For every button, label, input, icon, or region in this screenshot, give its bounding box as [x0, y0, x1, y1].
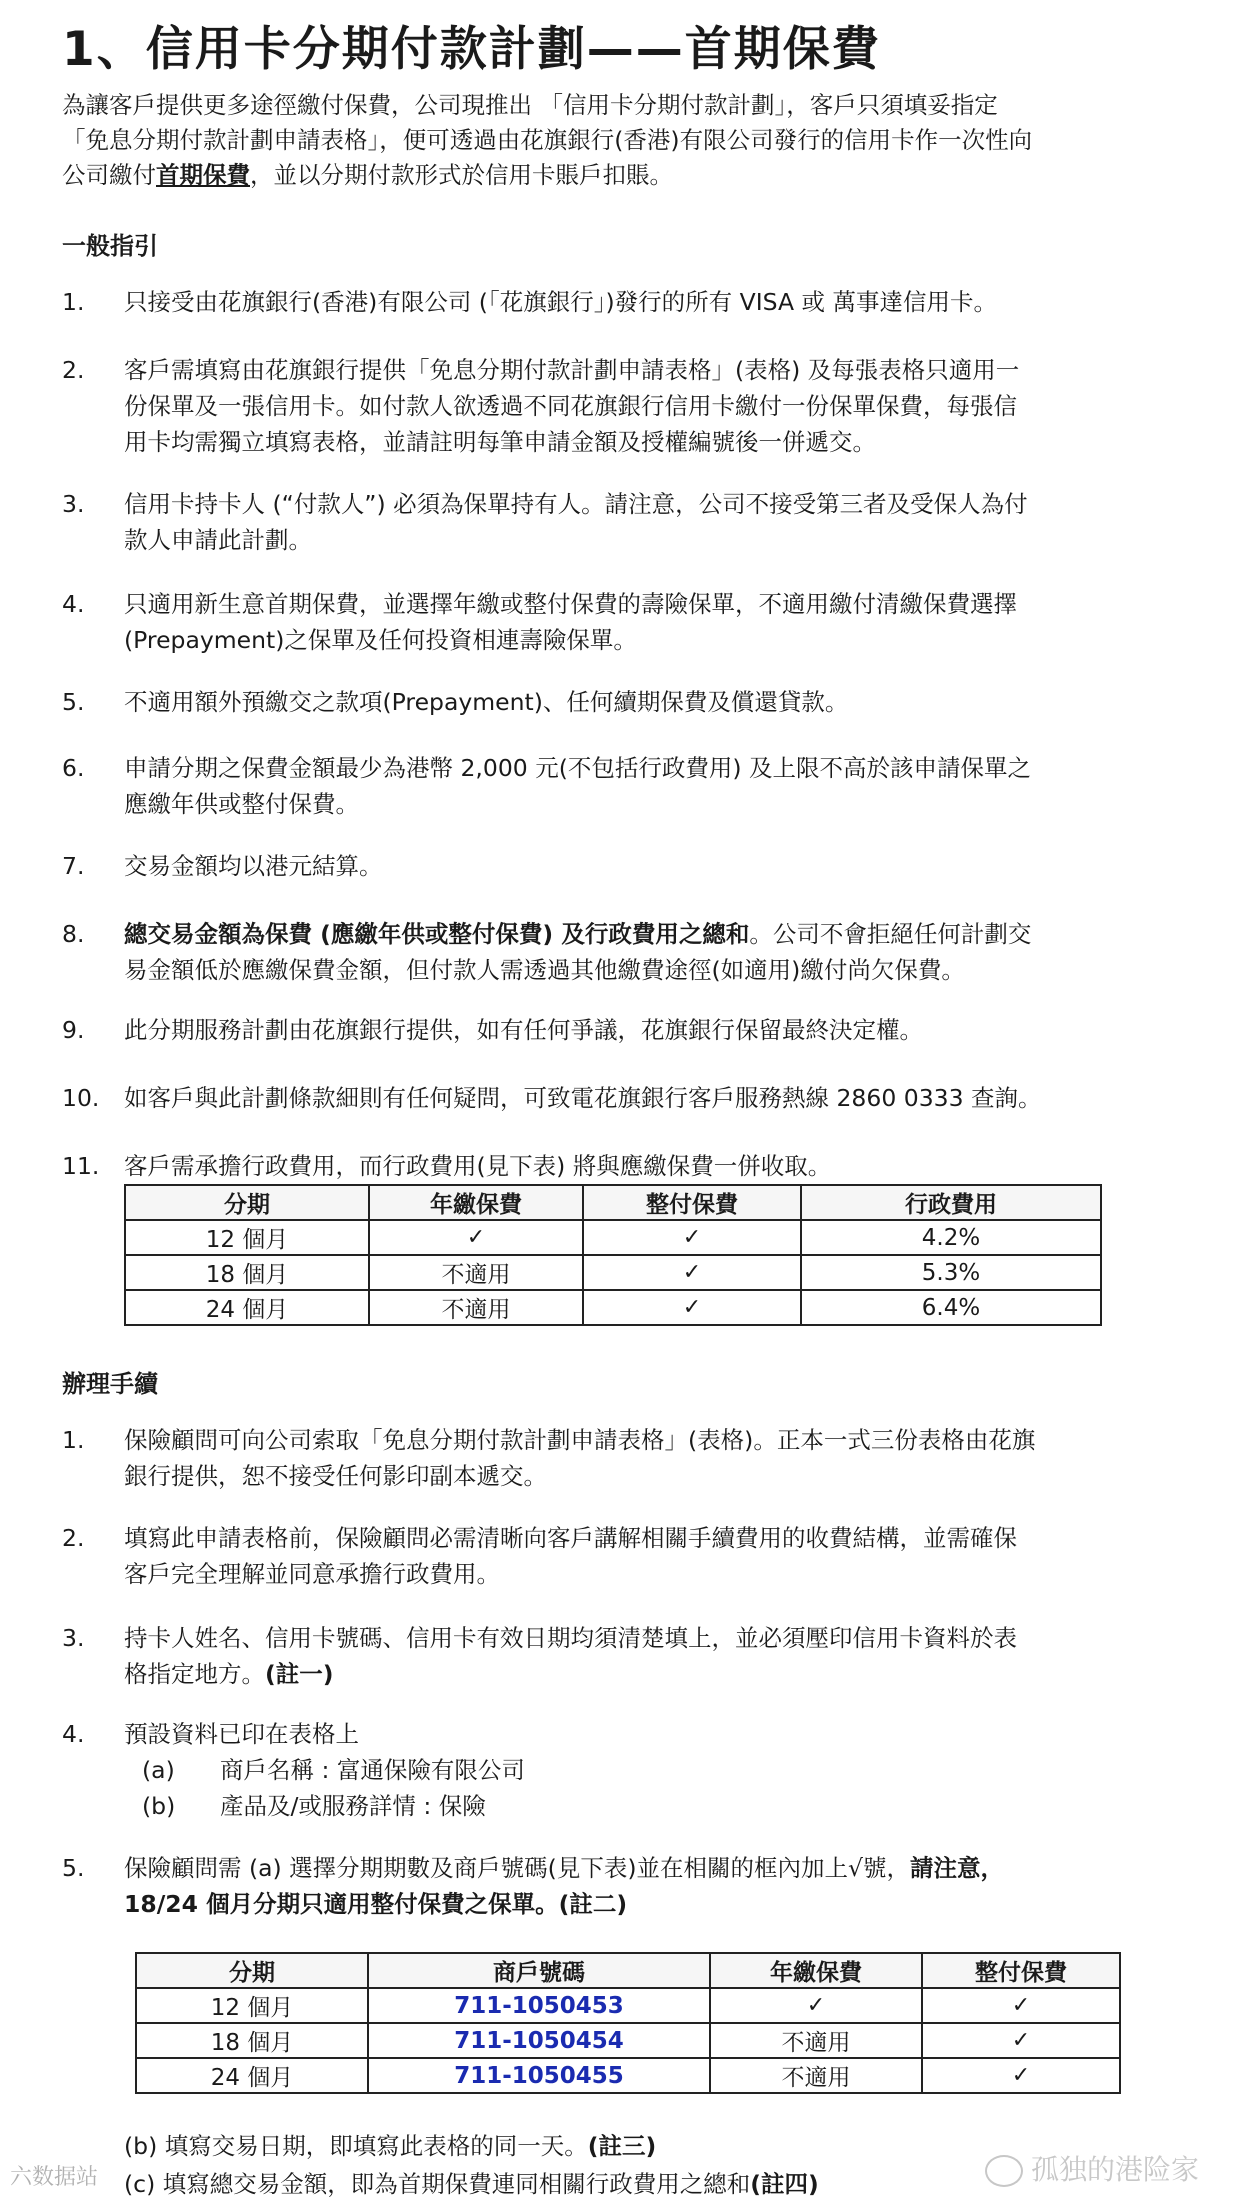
first-premium-underline: 首期保費 [156, 161, 250, 189]
guideline-item-9 [62, 1012, 1192, 1048]
table-row [136, 2023, 1120, 2058]
guideline-item-6 [62, 750, 1192, 822]
check-mark: ✓ [922, 2058, 1120, 2093]
item-line [124, 1850, 1192, 1886]
intro-paragraph [62, 88, 1192, 193]
item-text: (c) 填寫總交易金額，即為首期保費連同相關行政費用之總和 [124, 2170, 751, 2198]
item-line: 交易金額均以港元結算。 [124, 852, 383, 880]
table-row [125, 1220, 1101, 1255]
check-mark: ✓ [583, 1220, 801, 1255]
item-line: 不適用額外預繳交之款項(Prepayment)、任何續期保費及償還貸款。 [124, 688, 849, 716]
table-cell: 18 個月 [125, 1255, 369, 1290]
check-mark: ✓ [369, 1220, 583, 1255]
item-number: 4. [62, 1720, 85, 1748]
check-mark: ✓ [922, 1988, 1120, 2023]
item-number: 5. [62, 1854, 85, 1882]
check-mark: ✓ [583, 1290, 801, 1325]
item-number: 4. [62, 590, 85, 618]
sub-label: (b) [142, 1792, 176, 1820]
table-cell: 24 個月 [125, 1290, 369, 1325]
item-line: 保險顧問可向公司索取「免息分期付款計劃申請表格」(表格)。正本一式三份表格由花旗 [124, 1426, 1036, 1454]
note-3-ref: (註三) [587, 2132, 657, 2160]
item-number: 1. [62, 1426, 85, 1454]
item-line: 如客戶與此計劃條款細則有任何疑問，可致電花旗銀行客戶服務熱線 2860 0333 查詢。 [124, 1084, 1042, 1112]
sub-label: (a) [142, 1756, 175, 1784]
check-mark: ✓ [922, 2023, 1120, 2058]
procedure-item-5 [62, 1850, 1192, 1922]
item-line: 持卡人姓名、信用卡號碼、信用卡有效日期均須清楚填上，並必須壓印信用卡資料於表 [124, 1624, 1017, 1652]
guideline-item-4 [62, 586, 1192, 658]
watermark-text: 孤独的港险家 [1031, 2153, 1200, 2186]
guideline-item-8 [62, 916, 1192, 988]
check-mark: ✓ [710, 1988, 922, 2023]
table-header: 年繳保費 [710, 1953, 922, 1988]
table-header-row [136, 1953, 1120, 1988]
item-line: 客戶完全理解並同意承擔行政費用。 [124, 1560, 500, 1588]
item-line: (Prepayment)之保單及任何投資相連壽險保單。 [124, 626, 637, 654]
table-cell: 18 個月 [136, 2023, 368, 2058]
guideline-item-2 [62, 352, 1192, 460]
merchant-number: 711-1050454 [368, 2023, 710, 2058]
watermark-left: 六数据站 [10, 2165, 99, 2190]
table-cell: 5.3% [801, 1255, 1101, 1290]
merchant-number-table [135, 1952, 1121, 2094]
table-cell: 24 個月 [136, 2058, 368, 2093]
guideline-item-1 [62, 284, 1192, 320]
table-cell: 12 個月 [136, 1988, 368, 2023]
item-line: 此分期服務計劃由花旗銀行提供，如有任何爭議，花旗銀行保留最終決定權。 [124, 1016, 923, 1044]
item-number: 3. [62, 490, 85, 518]
table-header: 整付保費 [583, 1185, 801, 1220]
guideline-item-7 [62, 848, 1192, 884]
intro-line [62, 158, 1192, 193]
item-line: 信用卡持卡人 (“付款人”) 必須為保單持有人。請注意，公司不接受第三者及受保人為付 [124, 490, 1028, 518]
item-number: 8. [62, 920, 85, 948]
item-line: 只適用新生意首期保費，並選擇年繳或整付保費的壽險保單，不適用繳付清繳保費選擇 [124, 590, 1017, 618]
guideline-item-5 [62, 684, 1192, 720]
page-title: 1、信用卡分期付款計劃——首期保費 [62, 22, 881, 77]
item-line: 填寫此申請表格前，保險顧問必需清晰向客戶講解相關手續費用的收費結構，並需確保 [124, 1524, 1017, 1552]
intro-line: 「免息分期付款計劃申請表格」，便可透過由花旗銀行(香港)有限公司發行的信用卡作一次性向 [62, 126, 1033, 154]
notice-bold-line: 18/24 個月分期只適用整付保費之保單。(註二) [124, 1890, 628, 1918]
table-row [125, 1290, 1101, 1325]
item-line [124, 1656, 1192, 1692]
table-cell: 不適用 [710, 2023, 922, 2058]
table-header: 商戶號碼 [368, 1953, 710, 1988]
item-number: 9. [62, 1016, 85, 1044]
table-cell: 4.2% [801, 1220, 1101, 1255]
merchant-number: 711-1050455 [368, 2058, 710, 2093]
item-line: 客戶需承擔行政費用，而行政費用(見下表) 將與應繳保費一併收取。 [124, 1152, 832, 1180]
table-header: 分期 [125, 1185, 369, 1220]
table-cell: 不適用 [369, 1255, 583, 1290]
item-line: 應繳年供或整付保費。 [124, 790, 359, 818]
table-cell: 不適用 [369, 1290, 583, 1325]
guideline-item-10 [62, 1080, 1192, 1116]
table-header: 整付保費 [922, 1953, 1120, 1988]
item-number: 2. [62, 1524, 85, 1552]
item-number: 2. [62, 356, 85, 384]
item-text: 。公司不會拒絕任何計劃交 [749, 920, 1032, 948]
item-line: 只接受由花旗銀行(香港)有限公司 (「花旗銀行」)發行的所有 VISA 或 萬事達信用卡。 [124, 288, 997, 316]
item-line: 易金額低於應繳保費金額，但付款人需透過其他繳費途徑(如適用)繳付尚欠保費。 [124, 956, 965, 984]
item-number: 10. [62, 1084, 100, 1112]
intro-line: 為讓客戶提供更多途徑繳付保費，公司現推出 「信用卡分期付款計劃」，客戶只須填妥指定 [62, 91, 998, 119]
item-line: 款人申請此計劃。 [124, 526, 312, 554]
item-line: 用卡均需獨立填寫表格，並請註明每筆申請金額及授權編號後一併遞交。 [124, 428, 876, 456]
item-number: 5. [62, 688, 85, 716]
table-cell: 不適用 [710, 2058, 922, 2093]
notice-bold: 請注意， [910, 1854, 1004, 1882]
item-number: 1. [62, 288, 85, 316]
table-header: 分期 [136, 1953, 368, 1988]
item-line: 預設資料已印在表格上 [124, 1720, 359, 1748]
table-row [125, 1255, 1101, 1290]
item-line: 申請分期之保費金額最少為港幣 2,000 元(不包括行政費用) 及上限不高於該申請保單之 [124, 754, 1032, 782]
table-cell: 6.4% [801, 1290, 1101, 1325]
procedure-heading: 辦理手續 [62, 1370, 158, 1398]
general-guidelines-heading: 一般指引 [62, 232, 158, 260]
watermark-right [985, 2148, 1199, 2188]
item-line: 份保單及一張信用卡。如付款人欲透過不同花旗銀行信用卡繳付一份保單保費，每張信 [124, 392, 1017, 420]
item-number: 7. [62, 852, 85, 880]
item-text: 保險顧問需 (a) 選擇分期期數及商戶號碼(見下表)並在相關的框內加上√號， [124, 1854, 910, 1882]
table-header: 行政費用 [801, 1185, 1101, 1220]
sub-text: 產品及/或服務詳情 : 保險 [220, 1792, 486, 1820]
item-line [124, 916, 1192, 952]
item-text: 格指定地方。 [124, 1660, 265, 1688]
wechat-icon [985, 2155, 1023, 2187]
procedure-item-1 [62, 1422, 1192, 1494]
item-line: 銀行提供，恕不接受任何影印副本遞交。 [124, 1462, 547, 1490]
guideline-item-11 [62, 1148, 1192, 1184]
merchant-number: 711-1050453 [368, 1988, 710, 2023]
item-line: 客戶需填寫由花旗銀行提供「免息分期付款計劃申請表格」(表格) 及每張表格只適用一 [124, 356, 1020, 384]
item-number: 11. [62, 1152, 100, 1180]
procedure-item-2 [62, 1520, 1192, 1592]
item-number: 6. [62, 754, 85, 782]
item-number: 3. [62, 1624, 85, 1652]
preset-sub-item [142, 1752, 1192, 1788]
sub-text: 商戶名稱 : 富通保險有限公司 [220, 1756, 525, 1784]
table-row [136, 1988, 1120, 2023]
table-header: 年繳保費 [369, 1185, 583, 1220]
table-cell: 12 個月 [125, 1220, 369, 1255]
intro-text: ，並以分期付款形式於信用卡賬戶扣賬。 [250, 161, 673, 189]
procedure-item-4 [62, 1716, 1192, 1824]
check-mark: ✓ [583, 1255, 801, 1290]
item-text: (b) 填寫交易日期，即填寫此表格的同一天。 [124, 2132, 588, 2160]
note-1-ref: (註一) [265, 1660, 334, 1688]
admin-fee-table [124, 1184, 1102, 1326]
total-amount-bold: 總交易金額為保費 (應繳年供或整付保費) 及行政費用之總和 [124, 920, 750, 948]
table-header-row [125, 1185, 1101, 1220]
preset-sub-item [142, 1788, 1192, 1824]
procedure-item-3 [62, 1620, 1192, 1692]
note-4-ref: (註四) [750, 2170, 819, 2198]
table-row [136, 2058, 1120, 2093]
intro-text: 公司繳付 [62, 161, 156, 189]
guideline-item-3 [62, 486, 1192, 558]
